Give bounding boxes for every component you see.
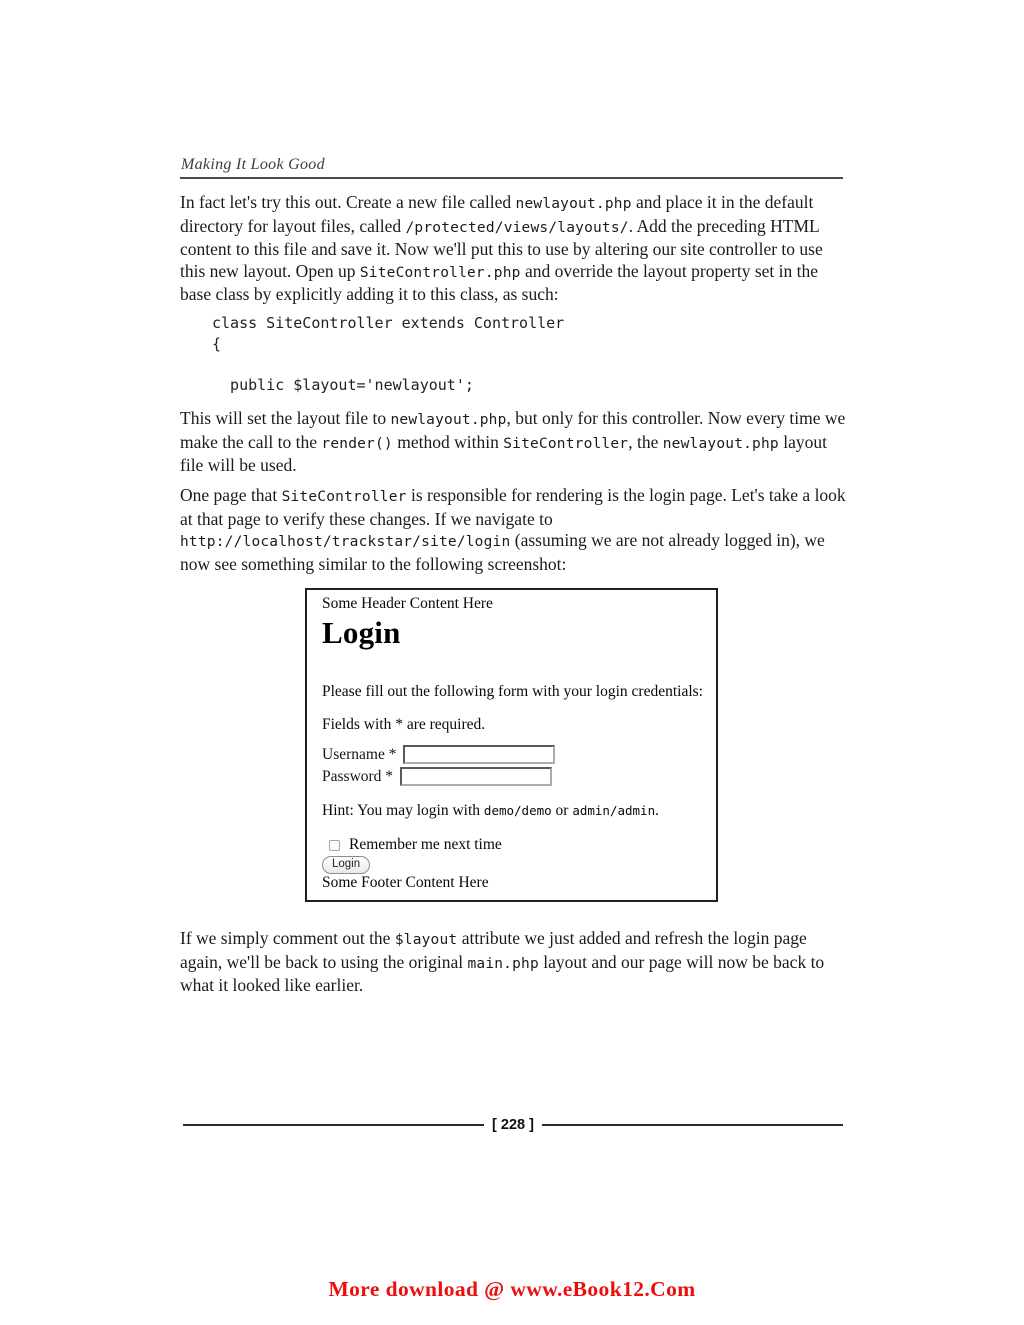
login-hint — [322, 802, 659, 820]
screenshot-header-text: Some Header Content Here — [322, 595, 493, 612]
inline-code: /protected/views/layouts/ — [405, 219, 629, 236]
page-number-footer — [183, 1116, 843, 1134]
code-line: public $layout='newlayout'; — [212, 375, 474, 394]
required-fields-note: Fields with * are required. — [322, 716, 486, 733]
text-run: If we simply comment out the — [180, 928, 395, 948]
inline-code: render() — [321, 435, 393, 452]
inline-code: http://localhost/trackstar/site/login — [180, 534, 511, 551]
text-run: layout and our page will now be back to what it looked like earlier. — [180, 951, 825, 996]
inline-code: SiteController — [281, 489, 407, 505]
text-run: In fact let's try this out. Create a new file called — [180, 192, 516, 212]
text-run: is responsible for rendering is the login page. Let's take a look at that page to verify these changes. If we navigate to — [180, 485, 846, 529]
login-intro-text: Please fill out the following form with your login credentials: — [322, 683, 703, 700]
footer-rule-right — [542, 1124, 843, 1126]
inline-code: newlayout.php — [515, 196, 632, 212]
inline-code: main.php — [467, 955, 539, 972]
paragraph-comment-out — [180, 928, 846, 997]
paragraph-intro — [180, 192, 846, 306]
text-run: or — [551, 802, 573, 819]
password-row — [322, 767, 552, 786]
username-input[interactable] — [403, 745, 555, 764]
inline-code: admin/admin — [572, 803, 656, 818]
inline-code: $layout — [394, 932, 458, 948]
text-run: and override the layout property set in the base class by explicitly adding it to this class, as such: — [180, 260, 818, 305]
text-run: , but only for this controller. Now every time we make the call to the — [180, 408, 846, 452]
screenshot-footer-text: Some Footer Content Here — [322, 874, 489, 891]
text-run: . — [655, 802, 659, 819]
text-run: One page that — [180, 485, 282, 505]
inline-code: newlayout.php — [390, 412, 507, 428]
code-line — [212, 354, 564, 375]
remember-me-checkbox[interactable] — [329, 840, 340, 851]
text-run: Hint: You may login with — [322, 802, 484, 819]
text-run: , the — [628, 431, 663, 452]
inline-code: newlayout.php — [662, 435, 779, 452]
inline-code: SiteController — [503, 435, 629, 452]
page-number: [ 228 ] — [492, 1117, 534, 1133]
text-run: and place it in the default directory for layout files, called — [180, 192, 814, 236]
remember-me-row — [329, 836, 502, 854]
text-run: attribute we just added and refresh the login page again, we'll be back to using the original — [180, 928, 807, 972]
password-label: Password * — [322, 767, 394, 785]
remember-me-label: Remember me next time — [349, 836, 502, 853]
username-row — [322, 745, 555, 764]
header-rule — [180, 177, 843, 179]
text-run: (assuming we are not already logged in), we now see something similar to the following screenshot: — [180, 530, 825, 574]
username-label: Username * — [322, 745, 397, 763]
code-line: class SiteController extends Controller — [212, 314, 565, 332]
code-line: { — [212, 334, 222, 353]
text-run: layout file will be used. — [180, 431, 827, 476]
paragraph-login-page — [180, 485, 846, 575]
text-run: method within — [392, 431, 504, 452]
login-title: Login — [322, 615, 401, 650]
password-input[interactable] — [400, 767, 552, 786]
footer-rule-left — [183, 1124, 484, 1126]
code-block — [212, 313, 564, 395]
inline-code: SiteController.php — [359, 264, 521, 281]
text-run: This will set the layout file to — [180, 408, 391, 428]
paragraph-layout-note — [180, 408, 846, 477]
running-head: Making It Look Good — [181, 156, 325, 173]
inline-code: demo/demo — [483, 803, 552, 818]
text-run: . Add the preceding HTML content to this file and save it. Now we'll put this to use by altering our site controller to use this new layout. Open up — [180, 215, 823, 281]
watermark-link[interactable]: More download @ www.eBook12.Com — [328, 1277, 696, 1301]
login-screenshot-frame — [305, 588, 718, 902]
login-button[interactable]: Login — [322, 856, 370, 874]
